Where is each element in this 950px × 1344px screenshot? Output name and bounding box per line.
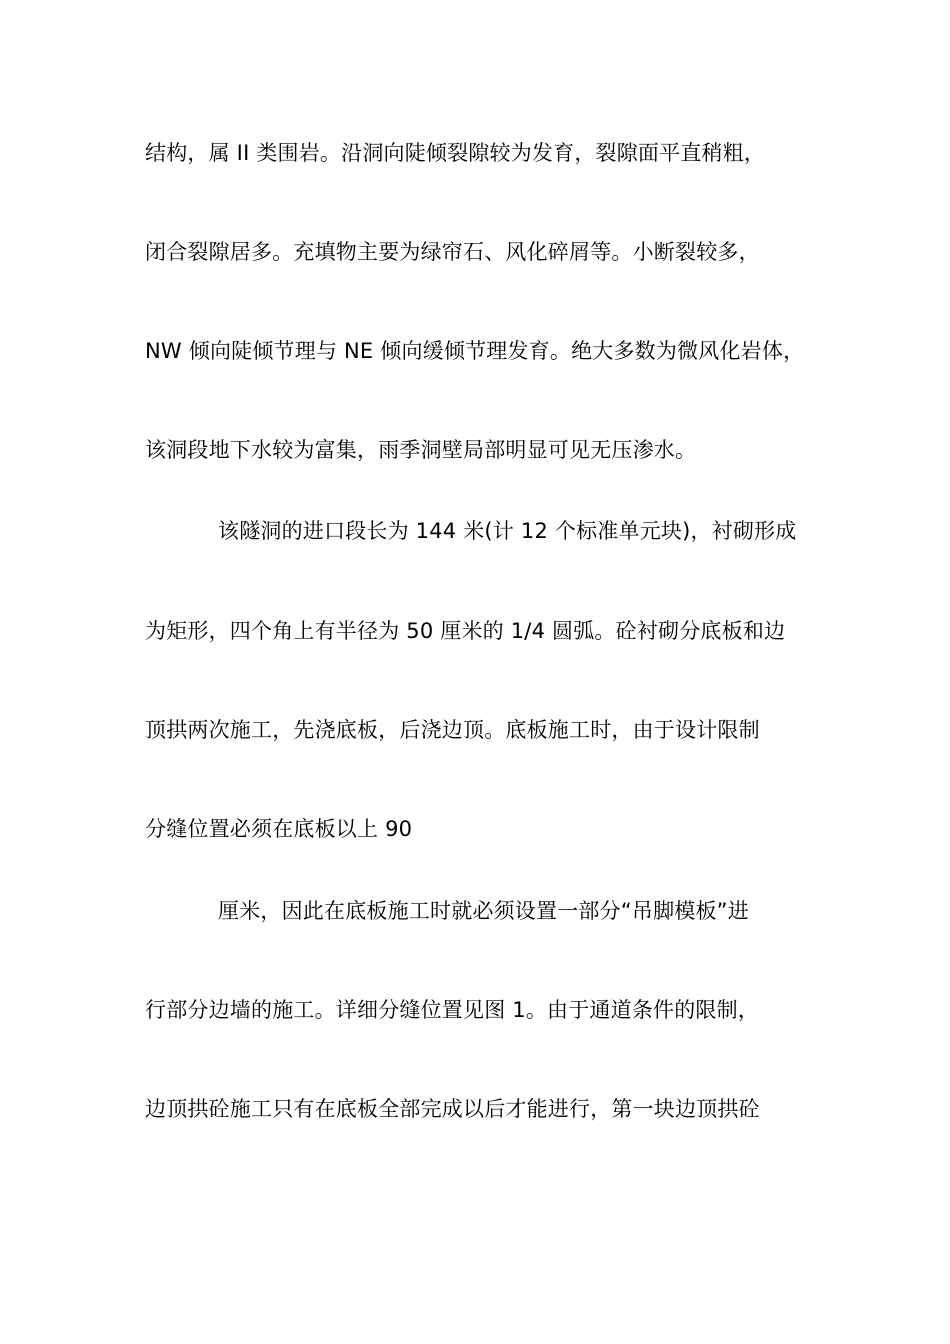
text-line: NW 倾向陡倾节理与 NE 倾向缓倾节理发育。绝大多数为微风化岩体， [145,339,805,363]
text-line: 闭合裂隙居多。充填物主要为绿帘石、风化碎屑等。小断裂较多， [145,240,760,264]
text-line: 边顶拱砼施工只有在底板全部完成以后才能进行，第一块边顶拱砼 [145,1097,760,1121]
text-line: 行部分边墙的施工。详细分缝位置见图 1。由于通道条件的限制， [145,998,760,1022]
text-line: 为矩形，四个角上有半径为 50 厘米的 1/4 圆弧。砼衬砌分底板和边 [145,619,786,643]
text-line: 顶拱两次施工，先浇底板，后浇边顶。底板施工时，由于设计限制 [145,718,760,742]
text-line: 该隧洞的进口段长为 144 米(计 12 个标准单元块)，衬砌形成 [218,519,797,543]
text-line: 该洞段地下水较为富集，雨季洞壁局部明显可见无压渗水。 [145,438,697,462]
text-line: 厘米，因此在底板施工时就必须设置一部分“吊脚模板”进 [218,899,749,923]
text-line: 结构，属 II 类围岩。沿洞向陡倾裂隙较为发育，裂隙面平直稍粗， [145,141,766,165]
text-line: 分缝位置必须在底板以上 90 [145,817,413,841]
